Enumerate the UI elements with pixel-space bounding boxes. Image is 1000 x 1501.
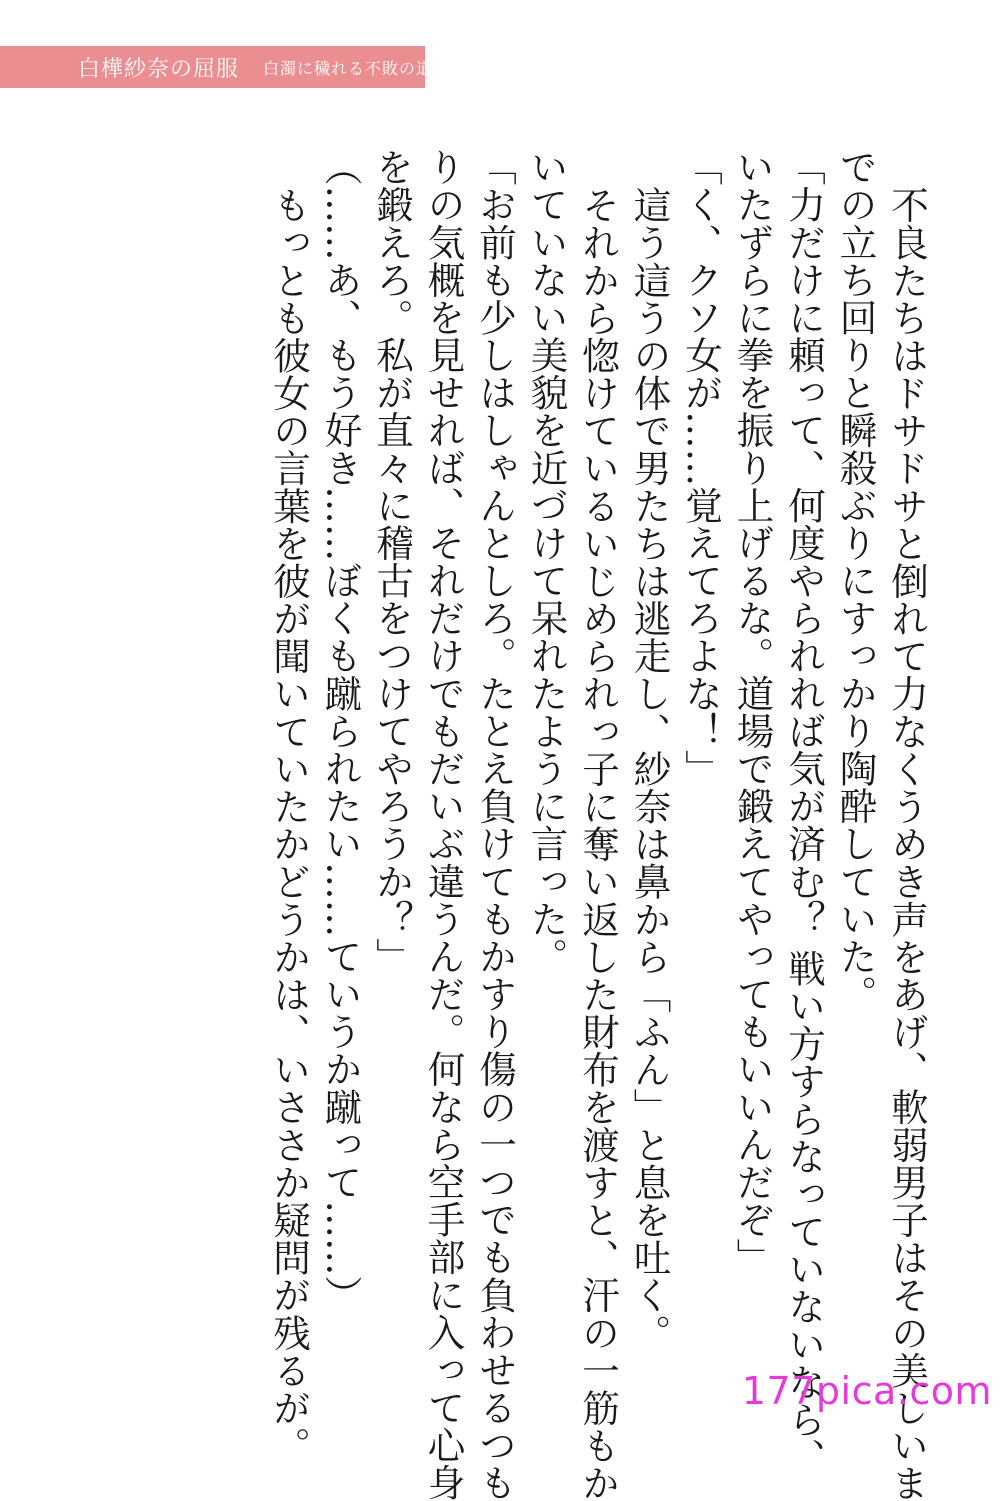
paragraph: 「く、クソ女が……覚えてろよな！」 bbox=[679, 148, 723, 788]
paragraph: それから惚けているいじめられっ子に奪い返した財布を渡すと、汗の一筋もか bbox=[576, 185, 620, 1501]
paragraph: 「お前も少しはしゃんとしろ。たとえ負けてもかすり傷の一つでも負わせるつも bbox=[473, 148, 517, 1501]
paragraph: いていない美貌を近づけて呆れたように言った。 bbox=[524, 148, 569, 975]
paragraph: りの気概を見せれば、それだけでもだいぶ違うんだ。何なら空手部に入って心身 bbox=[421, 148, 466, 1501]
paragraph: （……あ、もう好き……ぼくも蹴られたい……ていうか蹴って……） bbox=[318, 148, 363, 1314]
chapter-header bbox=[0, 46, 451, 88]
paragraph: を鍛えろ。私が直々に稽古をつけてやろうか？」 bbox=[370, 148, 414, 975]
paragraph: いたずらに拳を振り上げるな。道場で鍛えてやってもいいんだぞ」 bbox=[730, 148, 775, 1276]
book-title: 白樺紗奈の屈服 bbox=[78, 56, 240, 82]
paragraph: 「力だけに頼って、何度やられれば気が済む？ 戦い方すらなっていないなら、 bbox=[782, 148, 826, 1476]
watermark: 177pica.com bbox=[741, 1369, 992, 1413]
paragraph: 這う這うの体で男たちは逃走し、紗奈は鼻から「ふん」と息を吐く。 bbox=[627, 185, 672, 1351]
paragraph: もっとも彼女の言葉を彼が聞いていたかどうかは、いささか疑問が残るが。 bbox=[267, 185, 311, 1464]
paragraph: 不良たちはドサドサと倒れて力なくうめき声をあげ、軟弱男子はその美しいま bbox=[885, 185, 929, 1501]
chapter-subtitle: 白濁に穢れる不敗の道着 bbox=[263, 58, 451, 78]
paragraph: での立ち回りと瞬殺ぶりにすっかり陶酔していた。 bbox=[833, 148, 878, 1013]
